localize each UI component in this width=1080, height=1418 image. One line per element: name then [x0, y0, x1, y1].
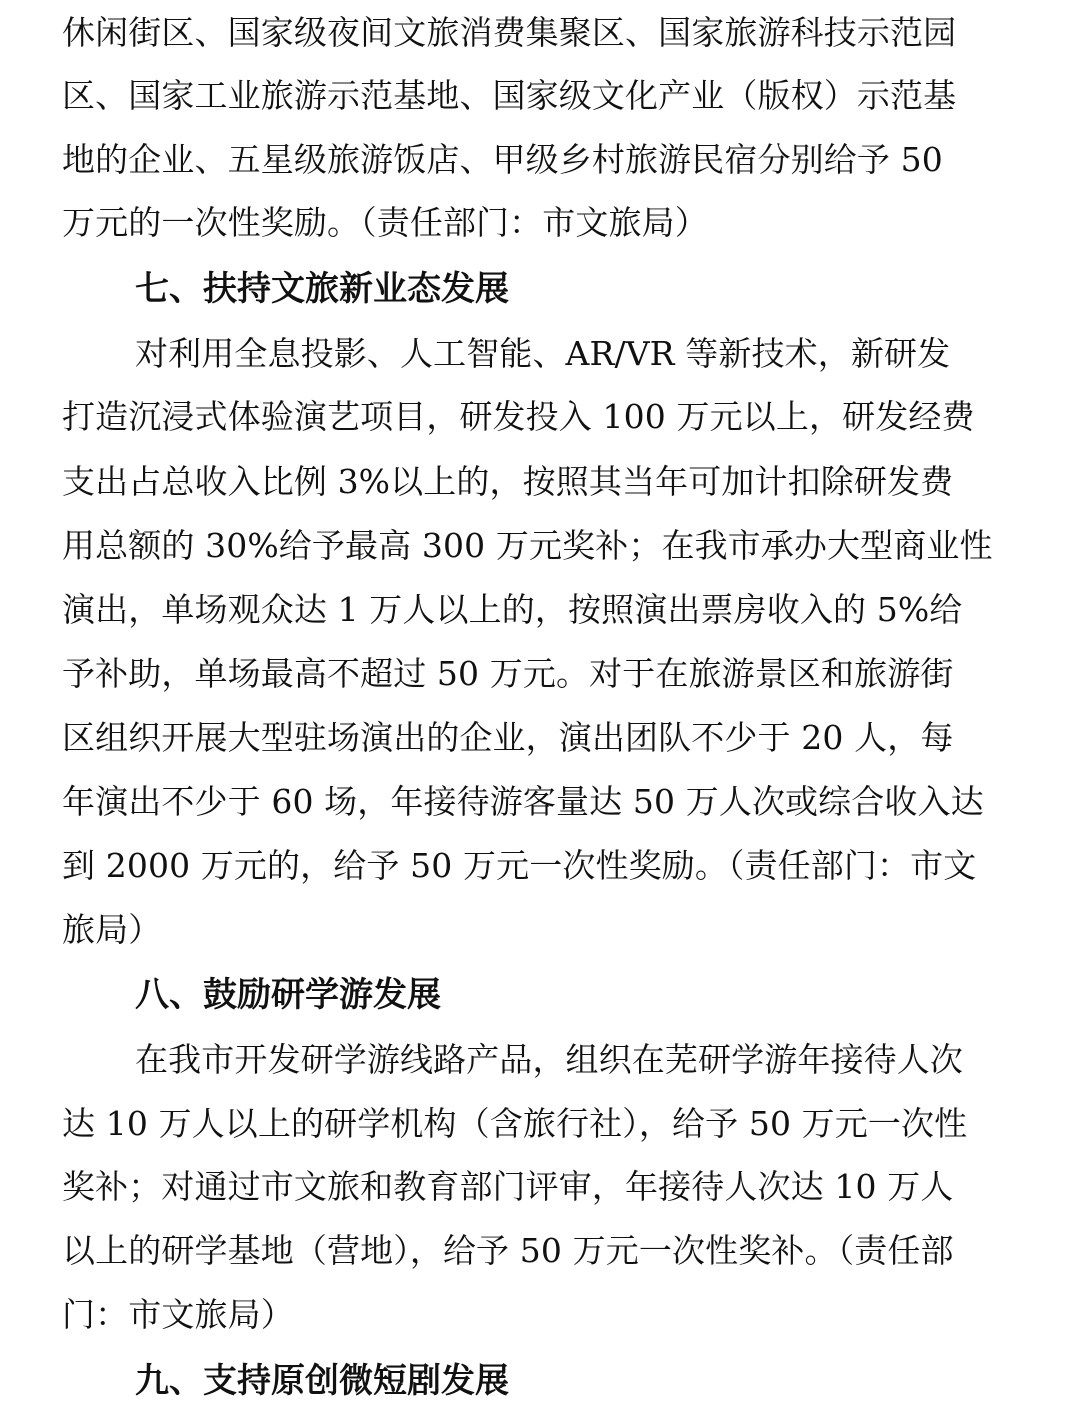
body-line: 区组织开展大型驻场演出的企业，演出团队不少于 20 人，每 [62, 718, 954, 757]
body-line: 达 10 万人以上的研学机构（含旅行社），给予 50 万元一次性 [62, 1104, 968, 1143]
body-line: 在我市开发研学游线路产品，组织在芜研学游年接待人次 [135, 1040, 963, 1079]
body-line: 用总额的 30%给予最高 300 万元奖补；在我市承办大型商业性 [62, 526, 993, 565]
body-line: 对利用全息投影、人工智能、AR/VR 等新技术，新研发 [135, 334, 951, 373]
section-heading-7: 七、扶持文旅新业态发展 [135, 269, 509, 309]
body-line: 休闲街区、国家级夜间文旅消费集聚区、国家旅游科技示范园 [62, 13, 957, 52]
section-heading-9: 九、支持原创微短剧发展 [135, 1361, 509, 1401]
body-line: 到 2000 万元的，给予 50 万元一次性奖励。（责任部门：市文 [62, 846, 977, 885]
body-line: 奖补；对通过市文旅和教育部门评审，年接待人次达 10 万人 [62, 1167, 954, 1206]
body-line: 万元的一次性奖励。（责任部门：市文旅局） [62, 203, 708, 242]
body-line: 予补助，单场最高不超过 50 万元。对于在旅游景区和旅游街 [62, 654, 954, 693]
body-line: 年演出不少于 60 场，年接待游客量达 50 万人次或综合收入达 [62, 782, 984, 821]
body-line: 区、国家工业旅游示范基地、国家级文化产业（版权）示范基 [62, 76, 957, 115]
body-line: 演出，单场观众达 1 万人以上的，按照演出票房收入的 5%给 [62, 590, 963, 629]
body-line: 以上的研学基地（营地），给予 50 万元一次性奖补。（责任部 [62, 1231, 954, 1270]
body-line: 打造沉浸式体验演艺项目，研发投入 100 万元以上，研发经费 [62, 397, 975, 436]
section-heading-8: 八、鼓励研学游发展 [135, 975, 441, 1015]
body-line: 门：市文旅局） [62, 1295, 294, 1334]
body-line: 地的企业、五星级旅游饭店、甲级乡村旅游民宿分别给予 50 [62, 140, 943, 179]
body-line: 旅局） [62, 910, 162, 949]
body-line: 支出占总收入比例 3%以上的，按照其当年可加计扣除研发费 [62, 462, 954, 501]
